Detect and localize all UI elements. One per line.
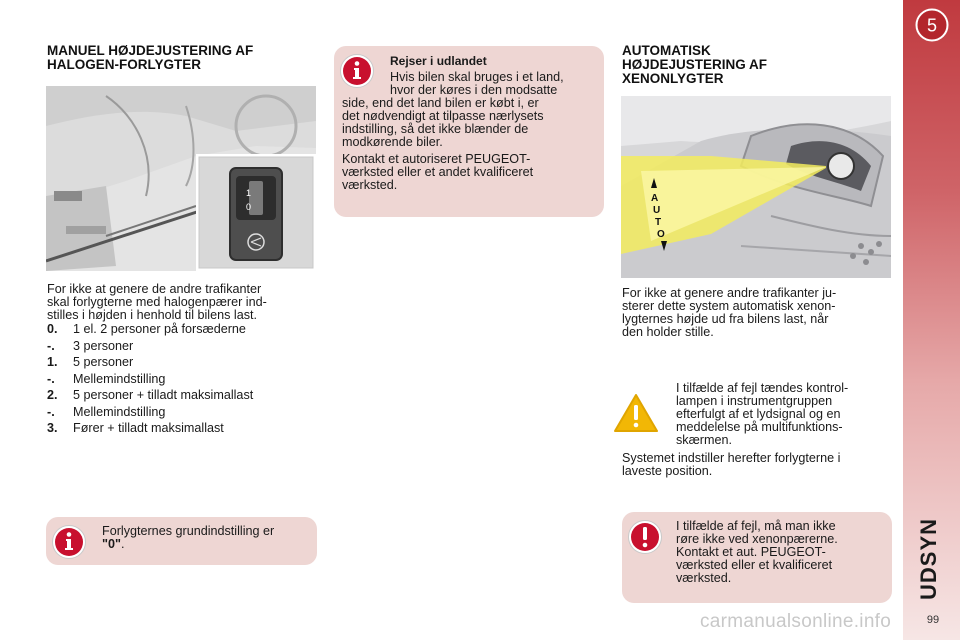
chapter-badge (915, 8, 949, 42)
settings-list: 0. 1 el. 2 personer på forsæderne -. 3 personer 1. 5 personer -. Mellemindstilling 2. 5 personer + tilladt maksimallast -. Mellemindstilling 3. Fører + tilladt maksimallast (47, 322, 254, 435)
travel-contact-text: Kontakt et autoriseret PEUGEOT- værksted eller et andet kvalificeret værksted. (342, 152, 534, 192)
auto-intro-text: For ikke at genere andre trafikanter ju- sterer dette system automatisk xenon- lygternes højde ud fra bilens last, når den holder stille. (622, 286, 837, 339)
info-icon (339, 53, 375, 89)
travel-text-top: Hvis bilen skal bruges i et land, hvor der køres i den modsatte (390, 70, 564, 97)
auto-adjust-heading: AUTOMATISK HØJDEJUSTERING AF XENONLYGTER (622, 43, 768, 86)
section-title: UDSYN (916, 517, 941, 600)
auto-letter-u: U (653, 205, 661, 216)
dial-label-1: 1 (246, 188, 252, 198)
travel-text-body: side, end det land bilen er købt i, er det nødvendigt at tilpasse nærlysets indstilling, så det ikke blænder de modkørende biler. (342, 96, 544, 149)
travel-abroad-title: Rejser i udlandet (390, 54, 487, 68)
info-icon (51, 524, 87, 560)
auto-letter-o: O (657, 229, 665, 240)
caution-icon (627, 519, 663, 555)
chapter-number: 5 (926, 15, 938, 36)
default-setting-text: Forlygternes grundindstilling er "0". (102, 524, 275, 551)
manual-intro-text: For ikke at genere de andre trafikanter skal forlygterne med halogenpærer ind- stilles i højden i henhold til bilens last. (47, 282, 267, 322)
dial-label-0: 0 (246, 202, 252, 212)
warning-triangle-icon (612, 392, 660, 434)
manual-adjust-heading: MANUEL HØJDEJUSTERING AF HALOGEN-FORLYGTER (47, 43, 254, 72)
xenon-headlamp-photo (621, 96, 891, 278)
page-number: 99 (926, 614, 940, 626)
dashboard-photo (46, 86, 316, 271)
auto-system-text: Systemet indstiller herefter forlygterne i laveste position. (622, 451, 841, 478)
auto-warning-text: I tilfælde af fejl tændes kontrol- lampen i instrumentgruppen efterfulgt af et lydsignal og en meddelelse på multifunktions- skærmen. (676, 381, 849, 447)
xenon-caution-text: I tilfælde af fejl, må man ikke røre ikke ved xenonpærerne. Kontakt et aut. PEUGEOT- værksted eller et kvalificeret værksted. (676, 519, 838, 585)
watermark: carmanualsonline.info (700, 611, 892, 632)
auto-letter-a: A (651, 193, 659, 204)
auto-letter-t: T (655, 217, 662, 228)
